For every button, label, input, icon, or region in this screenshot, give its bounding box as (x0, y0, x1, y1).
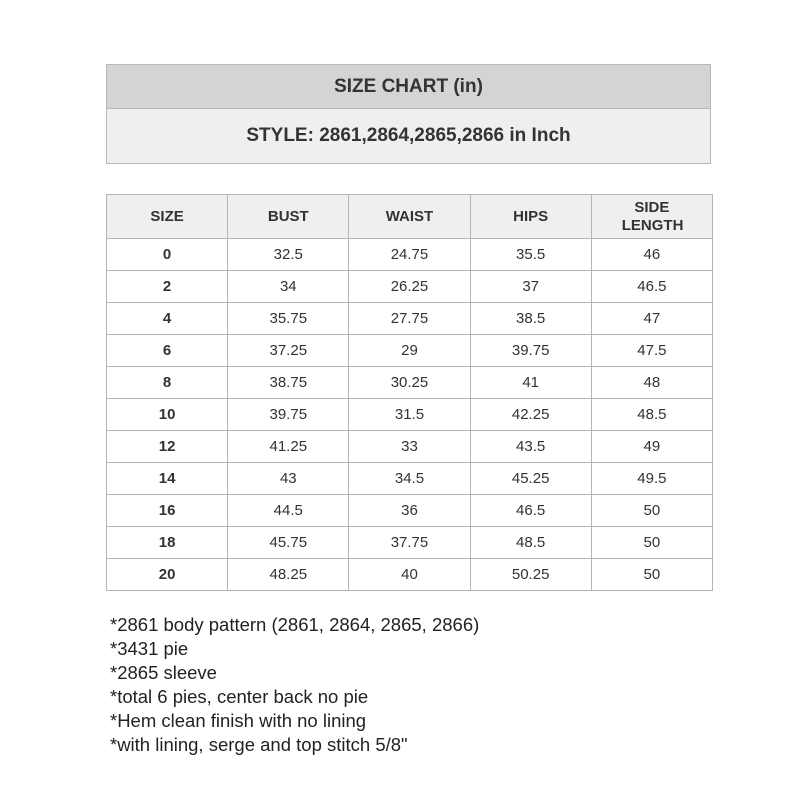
measurement-cell: 45.25 (470, 463, 591, 495)
measurement-cell: 48.5 (591, 399, 712, 431)
measurement-cell: 37.75 (349, 527, 470, 559)
table-row (107, 559, 713, 591)
measurement-cell: 42.25 (470, 399, 591, 431)
size-chart-header (106, 64, 711, 164)
size-cell: 14 (107, 463, 228, 495)
table-row (107, 239, 713, 271)
note-line: *2861 body pattern (2861, 2864, 2865, 2866) (110, 614, 480, 635)
measurement-cell: 38.5 (470, 303, 591, 335)
table-row (107, 431, 713, 463)
table-row (107, 495, 713, 527)
size-cell: 20 (107, 559, 228, 591)
table-row (107, 399, 713, 431)
note-line: *with lining, serge and top stitch 5/8" (110, 734, 408, 755)
measurement-cell: 50 (591, 527, 712, 559)
measurement-cell: 46.5 (591, 271, 712, 303)
size-cell: 12 (107, 431, 228, 463)
column-header: BUST (228, 195, 349, 239)
table-row (107, 303, 713, 335)
measurement-cell: 47.5 (591, 335, 712, 367)
measurement-cell: 33 (349, 431, 470, 463)
size-cell: 0 (107, 239, 228, 271)
measurement-cell: 49.5 (591, 463, 712, 495)
table-row (107, 527, 713, 559)
note-line: *3431 pie (110, 638, 189, 659)
size-cell: 4 (107, 303, 228, 335)
measurement-cell: 32.5 (228, 239, 349, 271)
table-row (107, 367, 713, 399)
size-cell: 18 (107, 527, 228, 559)
note-line: *Hem clean finish with no lining (110, 710, 367, 731)
measurement-cell: 41 (470, 367, 591, 399)
chart-title: SIZE CHART (in) (107, 65, 710, 109)
measurement-cell: 48 (591, 367, 712, 399)
measurement-cell: 38.75 (228, 367, 349, 399)
table-body (107, 239, 713, 591)
note-line: *total 6 pies, center back no pie (110, 686, 369, 707)
size-table (106, 194, 713, 591)
measurement-cell: 48.5 (470, 527, 591, 559)
measurement-cell: 26.25 (349, 271, 470, 303)
measurement-cell: 44.5 (228, 495, 349, 527)
measurement-cell: 37 (470, 271, 591, 303)
measurement-cell: 29 (349, 335, 470, 367)
measurement-cell: 43.5 (470, 431, 591, 463)
measurement-cell: 47 (591, 303, 712, 335)
measurement-cell: 35.5 (470, 239, 591, 271)
measurement-cell: 48.25 (228, 559, 349, 591)
measurement-cell: 40 (349, 559, 470, 591)
measurement-cell: 39.75 (228, 399, 349, 431)
measurement-cell: 30.25 (349, 367, 470, 399)
column-header: SIZE (107, 195, 228, 239)
table-header (107, 195, 713, 239)
measurement-cell: 41.25 (228, 431, 349, 463)
measurement-cell: 50 (591, 495, 712, 527)
measurement-cell: 46 (591, 239, 712, 271)
measurement-cell: 34.5 (349, 463, 470, 495)
column-header: HIPS (470, 195, 591, 239)
table-row (107, 271, 713, 303)
note-line: *2865 sleeve (110, 662, 217, 683)
size-cell: 10 (107, 399, 228, 431)
style-line: STYLE: 2861,2864,2865,2866 in Inch (107, 109, 710, 163)
measurement-cell: 27.75 (349, 303, 470, 335)
table-row (107, 335, 713, 367)
measurement-cell: 31.5 (349, 399, 470, 431)
measurement-cell: 37.25 (228, 335, 349, 367)
table-header-row (107, 195, 713, 239)
column-header: WAIST (349, 195, 470, 239)
measurement-cell: 43 (228, 463, 349, 495)
notes-list (110, 613, 479, 757)
measurement-cell: 50.25 (470, 559, 591, 591)
size-cell: 2 (107, 271, 228, 303)
measurement-cell: 39.75 (470, 335, 591, 367)
measurement-cell: 36 (349, 495, 470, 527)
measurement-cell: 49 (591, 431, 712, 463)
measurement-cell: 46.5 (470, 495, 591, 527)
size-cell: 8 (107, 367, 228, 399)
measurement-cell: 50 (591, 559, 712, 591)
column-header: SIDE LENGTH (591, 195, 712, 239)
size-cell: 16 (107, 495, 228, 527)
measurement-cell: 35.75 (228, 303, 349, 335)
measurement-cell: 45.75 (228, 527, 349, 559)
size-cell: 6 (107, 335, 228, 367)
measurement-cell: 34 (228, 271, 349, 303)
table-row (107, 463, 713, 495)
measurement-cell: 24.75 (349, 239, 470, 271)
